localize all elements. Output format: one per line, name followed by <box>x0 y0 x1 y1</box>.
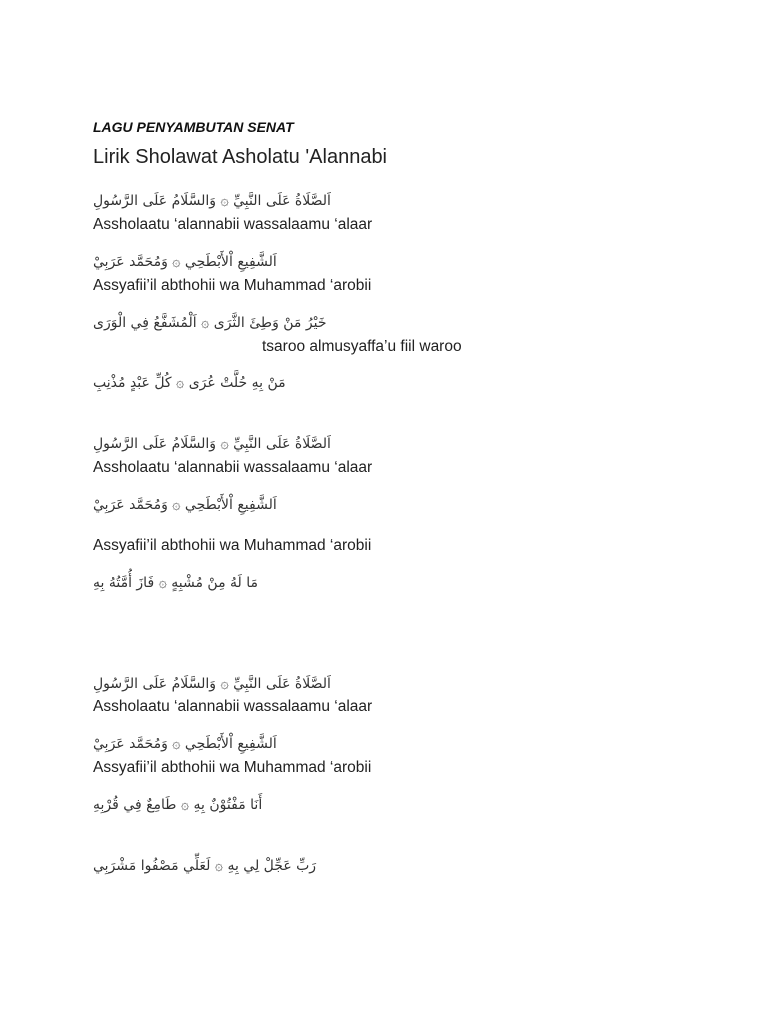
latin-line: tsaroo almusyaffa’u fiil waroo <box>262 338 462 355</box>
arabic-line: اَلشَّفِيعِ اْلأَبْطَحِي ۞ وَمُحَمَّد عَرَبِيْ <box>93 254 277 270</box>
arabic-line: اَلصَّلَاةُ عَلَى النَّبِيِّ ۞ وَالسَّلَامُ عَلَى الرَّسُولِ <box>93 676 331 692</box>
document-heading: LAGU PENYAMBUTAN SENAT <box>93 119 294 135</box>
page-title: Lirik Sholawat Asholatu 'Alannabi <box>93 146 388 168</box>
latin-line: Assholaatu ‘alannabii wassalaamu ‘alaar <box>93 698 373 715</box>
latin-line: Assyafii’il abthohii wa Muhammad ‘arobii <box>93 277 372 294</box>
arabic-line: رَبِّ عَجِّلْ لِي بِهِ ۞ لَعَلِّي مَصْفُوا مَشْرَبِي <box>93 858 317 874</box>
arabic-line: اَلشَّفِيعِ اْلأَبْطَحِي ۞ وَمُحَمَّد عَرَبِيْ <box>93 736 277 752</box>
latin-line: Assholaatu ‘alannabii wassalaamu ‘alaar <box>93 459 373 476</box>
arabic-line: اَلصَّلَاةُ عَلَى النَّبِيِّ ۞ وَالسَّلَامُ عَلَى الرَّسُولِ <box>93 436 331 452</box>
arabic-line: مَا لَهُ مِنْ مُشْبِهٍ ۞ فَازَ أُمَّتُهُ بِهِ <box>93 575 259 591</box>
arabic-line: خَيْرُ مَنْ وَطِئَ الثَّرَى ۞ اَلْمُشَفَّعُ فِي الْوَرَى <box>93 315 327 331</box>
arabic-line: اَلصَّلَاةُ عَلَى النَّبِيِّ ۞ وَالسَّلَامُ عَلَى الرَّسُولِ <box>93 193 331 209</box>
arabic-line: مَنْ بِهِ حُلَّتْ عُرَى ۞ كُلِّ عَبْدٍ مُذْنِبِ <box>93 375 286 391</box>
latin-line: Assyafii’il abthohii wa Muhammad ‘arobii <box>93 537 372 554</box>
arabic-line: اَلشَّفِيعِ اْلأَبْطَحِي ۞ وَمُحَمَّد عَرَبِيْ <box>93 497 277 513</box>
latin-line: Assholaatu ‘alannabii wassalaamu ‘alaar <box>93 216 373 233</box>
latin-line: Assyafii’il abthohii wa Muhammad ‘arobii <box>93 759 372 776</box>
arabic-line: أَنَا مَفْتُوْنٌ بِهِ ۞ طَامِعٌ فِي قُرْبِهِ <box>93 797 263 813</box>
